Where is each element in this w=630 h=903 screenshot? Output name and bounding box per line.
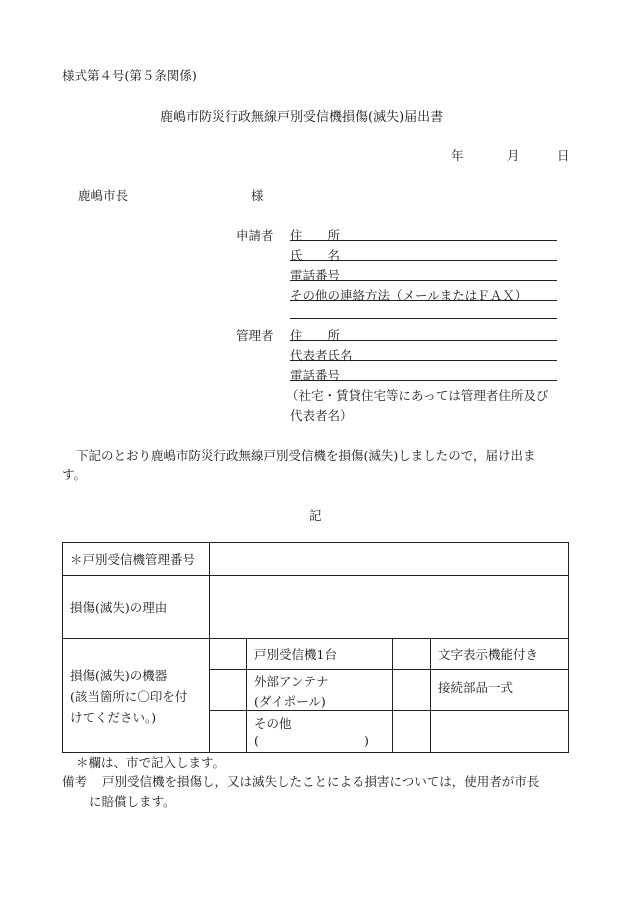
report-table bbox=[62, 542, 569, 753]
mark-cell-display[interactable] bbox=[393, 639, 431, 670]
mark-cell-parts[interactable] bbox=[393, 670, 431, 711]
ki-heading: 記 bbox=[309, 508, 322, 523]
applicant-extra-line[interactable] bbox=[290, 318, 557, 319]
item-other-line1: その他 bbox=[254, 716, 292, 731]
empty-mark-cell bbox=[393, 711, 431, 753]
table-row bbox=[63, 543, 569, 576]
asterisk-note: ＊欄は、市で記入します。 bbox=[76, 755, 226, 770]
device-label-cell bbox=[63, 639, 210, 753]
manager-address-line[interactable] bbox=[290, 340, 557, 341]
document-title: 鹿嶋市防災行政無線戸別受信機損傷(滅失)届出書 bbox=[160, 110, 444, 125]
addressee-name: 鹿嶋市長 bbox=[78, 188, 129, 203]
manager-note-line2: 代表者名） bbox=[290, 408, 353, 423]
device-label-line2: (該当箇所に〇印を付 bbox=[70, 688, 188, 704]
item-antenna-line1: 外部アンテナ bbox=[254, 674, 329, 689]
applicant-address-label: 住 所 bbox=[290, 228, 341, 243]
biko-line1: 戸別受信機を損傷し，又は滅失したことによる損害については，使用者が市長 bbox=[102, 774, 540, 789]
applicant-phone-line[interactable] bbox=[290, 280, 557, 281]
item-other-paren-row bbox=[254, 733, 385, 749]
item-other-cell bbox=[247, 711, 393, 753]
date-month-label: 月 bbox=[507, 148, 520, 163]
applicant-address-line[interactable] bbox=[290, 240, 557, 241]
applicant-phone-label: 電話番号 bbox=[290, 268, 341, 283]
date-year-label: 年 bbox=[451, 148, 464, 163]
biko-line2: に賠償します。 bbox=[89, 794, 176, 809]
mark-cell-antenna[interactable] bbox=[210, 670, 247, 711]
device-label-line3: けてください。) bbox=[70, 709, 157, 725]
mgmt-no-label: ＊戸別受信機管理番号 bbox=[63, 543, 210, 576]
empty-item-cell bbox=[431, 711, 569, 753]
manager-note-line1: （社宅・賃貸住宅等にあっては管理者住所及び bbox=[286, 388, 549, 403]
item-parts: 接続部品一式 bbox=[431, 670, 569, 711]
reason-label: 損傷(滅失)の理由 bbox=[63, 576, 210, 639]
mark-cell-other[interactable] bbox=[210, 711, 247, 753]
biko-label: 備考 bbox=[62, 774, 88, 789]
item-other-close-paren: ) bbox=[364, 733, 369, 748]
manager-phone-label: 電話番号 bbox=[290, 368, 341, 383]
manager-rep-name-line[interactable] bbox=[290, 360, 557, 361]
applicant-other-contact-label: その他の連絡方法（メールまたはＦＡＸ） bbox=[290, 288, 528, 303]
manager-phone-line[interactable] bbox=[290, 380, 557, 381]
device-label-line1: 損傷(滅失)の機器 bbox=[70, 667, 168, 683]
applicant-name-line[interactable] bbox=[290, 260, 557, 261]
manager-address-label: 住 所 bbox=[290, 328, 341, 343]
addressee-honorific: 様 bbox=[251, 188, 264, 203]
date-day-label: 日 bbox=[557, 148, 570, 163]
reason-input-cell[interactable] bbox=[210, 576, 569, 639]
manager-rep-name-label: 代表者氏名 bbox=[290, 348, 353, 363]
mgmt-no-input-cell[interactable] bbox=[210, 543, 569, 576]
item-antenna-line2: (ダイポール) bbox=[254, 694, 326, 709]
table-row bbox=[63, 576, 569, 639]
manager-label: 管理者 bbox=[236, 328, 274, 343]
body-text-line2: す。 bbox=[62, 467, 87, 482]
applicant-other-contact-line[interactable] bbox=[290, 300, 557, 301]
item-receiver: 戸別受信機1台 bbox=[247, 639, 393, 670]
body-text-line1: 下記のとおり鹿嶋市防災行政無線戸別受信機を損傷(滅失)しましたので，届け出ま bbox=[76, 448, 536, 463]
item-other-open-paren: ( bbox=[254, 733, 259, 748]
applicant-label: 申請者 bbox=[236, 228, 274, 243]
item-antenna-cell bbox=[247, 670, 393, 711]
item-display: 文字表示機能付き bbox=[431, 639, 569, 670]
applicant-name-label: 氏 名 bbox=[290, 248, 341, 263]
mark-cell-receiver[interactable] bbox=[210, 639, 247, 670]
form-number: 様式第４号(第５条関係) bbox=[62, 68, 197, 83]
table-row bbox=[63, 639, 569, 670]
